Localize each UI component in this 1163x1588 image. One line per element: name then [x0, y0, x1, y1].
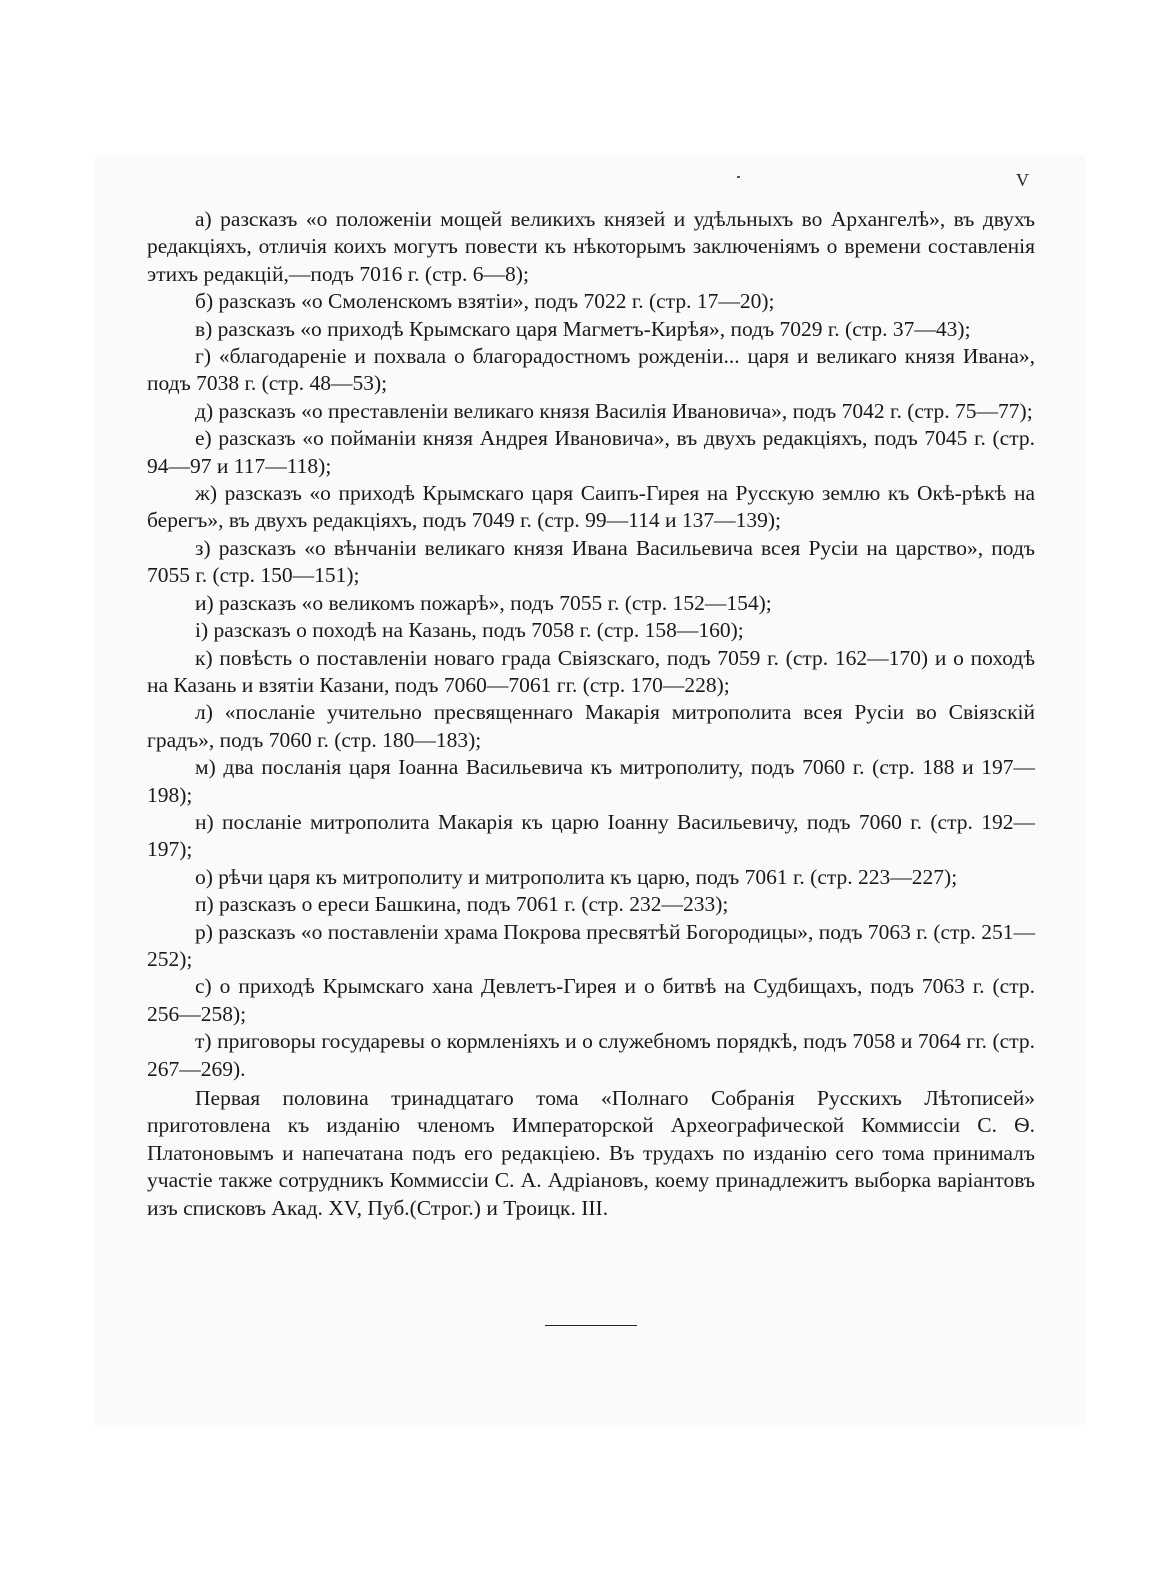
list-item: к) повѣсть о поставленiи новаго града Свiязскаго, подъ 7059 г. (стр. 162—170) и о походѣ на Казань и взятiи Казани, подъ 7060—7061 гг. (стр. 170—228); — [147, 645, 1035, 697]
list-item: е) разсказъ «о пойманiи князя Андрея Ивановича», въ двухъ редакцiяхъ, подъ 7045 г. (стр. 94—97 и 117—118); — [147, 426, 1035, 478]
list-item: л) «посланiе учительно пресвященнаго Макарiя митрополита всея Русiи во Свiязскiй градъ», подъ 7060 г. (стр. 180—183); — [147, 700, 1035, 752]
list-item: т) приговоры государевы о кормленiяхъ и о служебномъ порядкѣ, подъ 7058 и 7064 гг. (стр. 267—269). — [147, 1029, 1035, 1081]
list-item: в) разсказъ «о приходѣ Крымскаго царя Магметъ-Кирѣя», подъ 7029 г. (стр. 37—43); — [195, 316, 971, 341]
body-text — [147, 206, 1035, 1222]
list-item: р) разсказъ «о поставленiи храма Покрова пресвятѣй Богородицы», подъ 7063 г. (стр. 251—252); — [147, 919, 1035, 971]
list-item: і) разсказъ о походѣ на Казань, подъ 7058 г. (стр. 158—160); — [195, 618, 744, 643]
list-item: о) рѣчи царя къ митрополиту и митрополита къ царю, подъ 7061 г. (стр. 223—227); — [195, 864, 958, 889]
closing-paragraph: Первая половина тринадцатаго тома «Полнаго Собранiя Русскихъ Лѣтописей» приготовлена къ изданiю членомъ Императорской Археографической Коммиссiи С. Ѳ. Платоновымъ и напечатана подъ его редакцiею. Въ трудахъ по изданiю сего тома принималъ участiе также сотрудникъ Коммиссiи С. А. Адрiановъ, коему принадлежитъ выборка варiантовъ изъ списковъ Акад. XV, Пуб.(Строг.) и Троицк. III. — [147, 1086, 1035, 1220]
list-item: г) «благодаренiе и похвала о благорадостномъ рожденiи... царя и великаго князя Ивана», подъ 7038 г. (стр. 48—53); — [147, 344, 1035, 396]
list-item: ж) разсказъ «о приходѣ Крымскаго царя Саипъ-Гирея на Русскую землю къ Окѣ-рѣкѣ на берегъ», въ двухъ редакцiяхъ, подъ 7049 г. (стр. 99—114 и 137—139); — [147, 481, 1035, 533]
list-item: н) посланiе митрополита Макарiя къ царю Іоанну Васильевичу, подъ 7060 г. (стр. 192—197); — [147, 809, 1035, 862]
list-item: с) о приходѣ Крымскаго хана Девлетъ-Гирея и о битвѣ на Судбищахъ, подъ 7063 г. (стр. 256—258); — [147, 974, 1035, 1026]
stray-mark — [737, 176, 740, 178]
list-item: б) разсказъ «о Смоленскомъ взятiи», подъ 7022 г. (стр. 17—20); — [195, 289, 775, 314]
list-item: п) разсказъ о ереси Башкина, подъ 7061 г. (стр. 232—233); — [195, 892, 729, 917]
list-item: а) разсказъ «о положенiи мощей великихъ князей и удѣльныхъ во Архангелѣ», въ двухъ редакцiяхъ, отличiя коихъ могутъ повести къ нѣкоторымъ заключенiямъ о времени составленiя этихъ редакцiй,—подъ 7016 г. (стр. 6—8); — [147, 207, 1035, 286]
list-item: и) разсказъ «о великомъ пожарѣ», подъ 7055 г. (стр. 152—154); — [195, 590, 772, 615]
list-item: м) два посланiя царя Іоанна Васильевича къ митрополиту, подъ 7060 г. (стр. 188 и 197—198); — [147, 755, 1035, 807]
list-item: з) разсказъ «о вѣнчанiи великаго князя Ивана Васильевича всея Русiи на царство», подъ 7055 г. (стр. 150—151); — [147, 535, 1035, 588]
list-item: д) разсказъ «о преставленiи великаго князя Василiя Ивановича», подъ 7042 г. (стр. 75—77); — [195, 398, 1033, 423]
end-rule — [545, 1325, 637, 1326]
page-number: V — [1016, 170, 1029, 190]
